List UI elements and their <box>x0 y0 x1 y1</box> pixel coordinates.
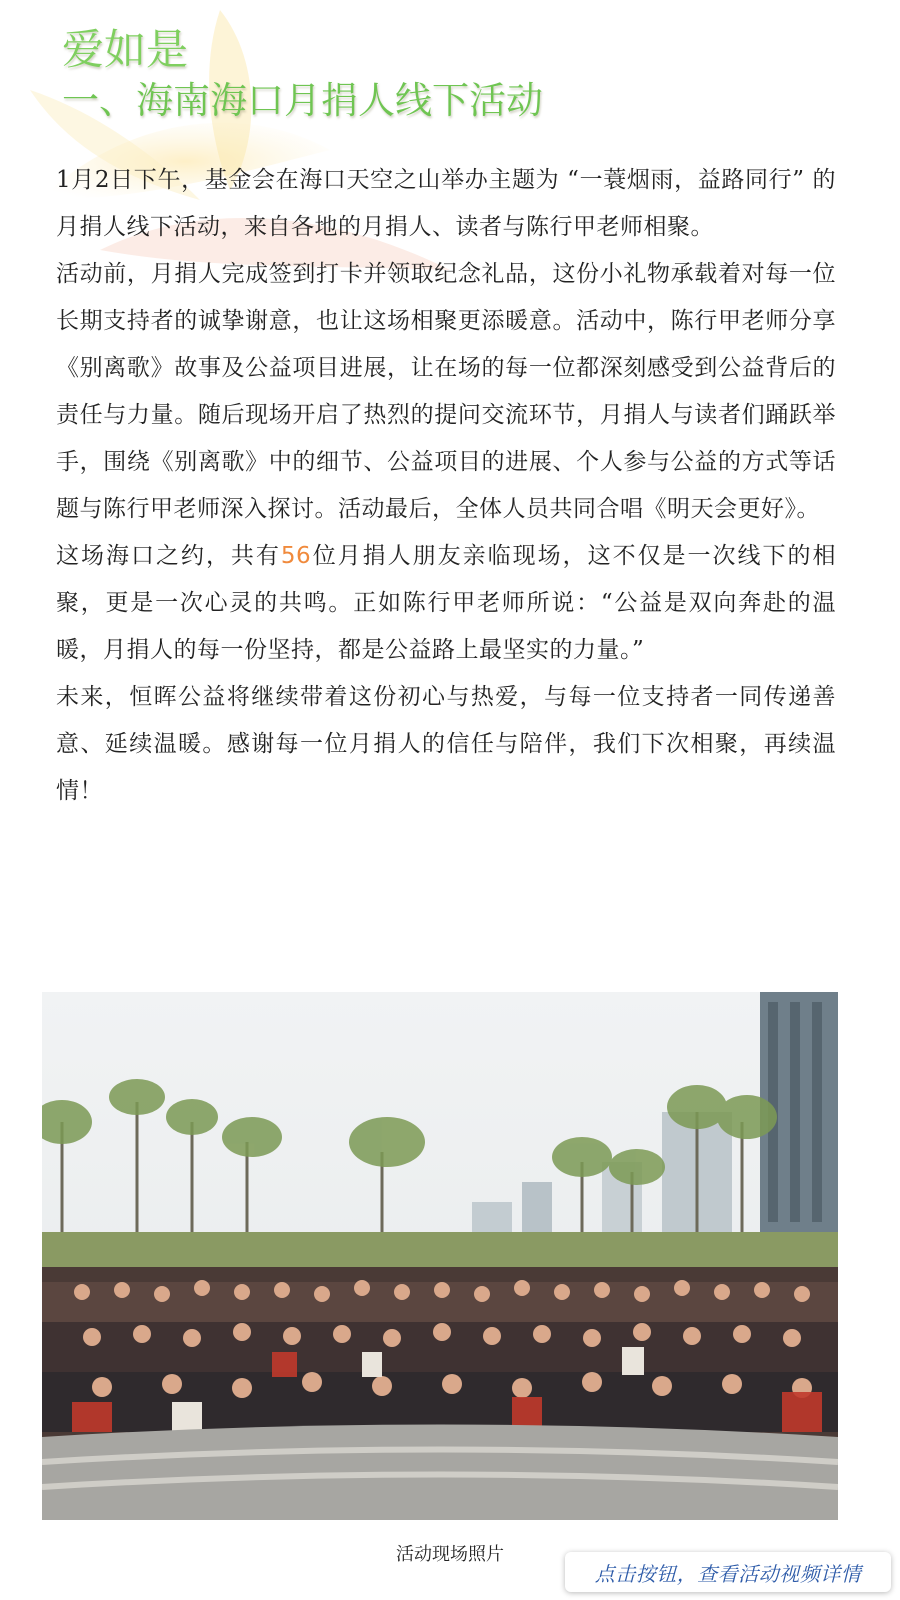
view-video-button[interactable]: 点击按钮，查看活动视频详情 <box>565 1552 891 1592</box>
paragraph-2: 活动前，月捐人完成签到打卡并领取纪念礼品，这份小礼物承载着对每一位长期支持者的诚挚谢意，也让这场相聚更添暖意。活动中，陈行甲老师分享《别离歌》故事及公益项目进展，让在场的每一位都深刻感受到公益背后的责任与力量。随后现场开启了热烈的提问交流环节，月捐人与读者们踊跃举手，围绕《别离歌》中的细节、公益项目的进展、个人参与公益的方式等话题与陈行甲老师深入探讨。活动最后，全体人员共同合唱《明天会更好》。 <box>56 261 836 522</box>
attendee-count: 56 <box>280 543 312 569</box>
paragraph-4: 未来，恒晖公益将继续带着这份初心与热爱，与每一位支持者一同传递善意、延续温暖。感谢每一位月捐人的信任与陪伴，我们下次相聚，再续温情！ <box>56 684 836 804</box>
event-group-photo <box>42 992 838 1520</box>
page-header <box>62 22 543 126</box>
photo-caption: 活动现场照片 <box>396 1544 504 1565</box>
article-body <box>56 157 836 815</box>
paragraph-1: 1月2日下午，基金会在海口天空之山举办主题为 “一蓑烟雨，益路同行” 的月捐人线下活动，来自各地的月捐人、读者与陈行甲老师相聚。 <box>56 167 836 240</box>
paragraph-3-start: 这场海口之约，共有 <box>56 543 281 569</box>
section-title: 一、海南海口月捐人线下活动 <box>62 79 543 122</box>
paragraph-3 <box>56 533 836 674</box>
brand-title: 爱如是 <box>62 25 189 74</box>
paragraph-3-end: 位月捐人朋友亲临现场，这不仅是一次线下的相聚，更是一次心灵的共鸣。正如陈行甲老师所说：“公益是双向奔赴的温暖，月捐人的每一份坚持，都是公益路上最坚实的力量。” <box>56 543 837 663</box>
